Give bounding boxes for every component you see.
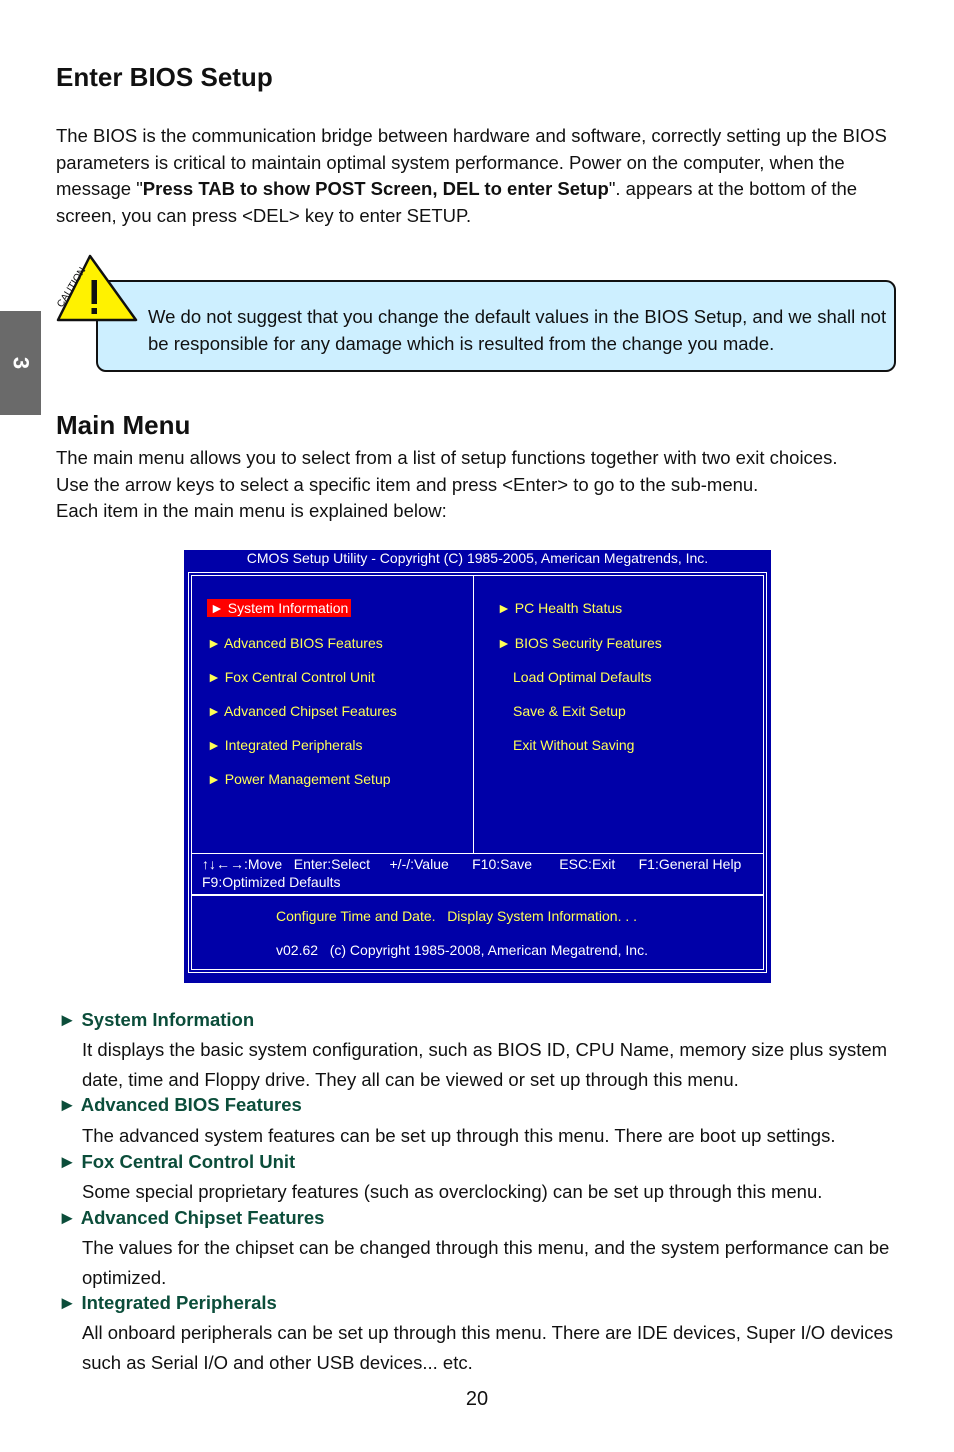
- section-body-system-information: It displays the basic system configuration, such as BIOS ID, CPU Name, memory size plus system date, time and Floppy drive. They all can be viewed or set up through this menu.: [82, 1039, 888, 1090]
- section-body-advanced-bios-features: The advanced system features can be set up through this menu. There are boot up settings.: [82, 1125, 836, 1146]
- bios-item-power-management-setup[interactable]: ► Power Management Setup: [207, 771, 391, 787]
- bios-item-exit-without-saving[interactable]: Exit Without Saving: [513, 737, 635, 753]
- page-number: 20: [465, 1388, 489, 1410]
- bios-item-pc-health-status[interactable]: ► PC Health Status: [497, 600, 623, 616]
- main-menu-line: Use the arrow keys to select a specific item and press <Enter> to go to the sub-menu.: [56, 473, 759, 495]
- intro-text-1: The BIOS is the communication bridge between hardware and software, correctly setting up the BIOS parameters is critical to maintain optimal system performance. Power on the computer, when the message ": [56, 125, 887, 199]
- section-heading-integrated-peripherals: ► Integrated Peripherals: [58, 1292, 277, 1313]
- main-menu-title: Main Menu: [56, 410, 191, 440]
- bios-screenshot: [184, 550, 771, 983]
- intro-text-2: ". appears at the bottom of the screen, you can press <DEL> key to enter SETUP.: [56, 178, 858, 226]
- section-heading-system-information: ► System Information: [58, 1009, 255, 1030]
- bios-item-advanced-bios-features[interactable]: ► Advanced BIOS Features: [207, 635, 383, 651]
- section-body-fox-central-control-unit: Some special proprietary features (such as overclocking) can be set up through this menu.: [82, 1181, 823, 1202]
- bios-item-advanced-chipset-features[interactable]: ► Advanced Chipset Features: [207, 703, 397, 719]
- section-heading-fox-central-control-unit: ► Fox Central Control Unit: [58, 1151, 296, 1172]
- bios-help-keys-2: F9:Optimized Defaults: [202, 874, 341, 890]
- intro-bold-message: Press TAB to show POST Screen, DEL to enter Setup: [142, 178, 609, 199]
- bios-item-save-exit-setup[interactable]: Save & Exit Setup: [513, 703, 626, 719]
- main-menu-line: The main menu allows you to select from a list of setup functions together with two exit choices.: [56, 447, 838, 468]
- section-heading-advanced-chipset-features: ► Advanced Chipset Features: [58, 1207, 325, 1228]
- enter-bios-title: Enter BIOS Setup: [56, 62, 273, 92]
- bios-item-integrated-peripherals[interactable]: ► Integrated Peripherals: [207, 737, 363, 753]
- bios-item-bios-security-features[interactable]: ► BIOS Security Features: [497, 635, 662, 651]
- bios-item-fox-central-control-unit[interactable]: ► Fox Central Control Unit: [207, 669, 375, 685]
- section-body-integrated-peripherals: All onboard peripherals can be set up through this menu. There are IDE devices, Super I/O devices such as Serial I/O and other USB devices... etc.: [82, 1322, 894, 1373]
- chapter-number: 3: [8, 356, 34, 370]
- caution-text: We do not suggest that you change the default values in the BIOS Setup, and we shall not be responsible for any damage which is resulted from the change you made.: [148, 306, 887, 354]
- main-menu-line: Each item in the main menu is explained below:: [56, 500, 447, 521]
- bios-item-description: Configure Time and Date. Display System Information. . .: [276, 908, 638, 924]
- section-body-advanced-chipset-features: The values for the chipset can be changed through this menu, and the system performance can be optimized.: [82, 1237, 890, 1288]
- bios-header: CMOS Setup Utility - Copyright (C) 1985-2005, American Megatrends, Inc.: [246, 550, 709, 566]
- chapter-tab: [0, 311, 41, 415]
- bios-version: v02.62 (c) Copyright 1985-2008, American Megatrend, Inc.: [276, 942, 648, 958]
- main-menu-intro: [56, 445, 906, 525]
- section-heading-advanced-bios-features: ► Advanced BIOS Features: [58, 1094, 302, 1115]
- caution-warning-icon: [52, 252, 142, 324]
- caution-icon-label: CAUTION: [55, 265, 89, 310]
- bios-column-divider: [473, 575, 475, 854]
- enter-bios-paragraph: [56, 123, 906, 229]
- bios-help-keys: ↑↓←→:Move Enter:Select +/-/:Value F10:Save ESC:Exit F1:General Help: [202, 856, 742, 872]
- bios-item-system-information[interactable]: ► System Information: [207, 599, 351, 617]
- bios-item-load-optimal-defaults[interactable]: Load Optimal Defaults: [513, 669, 652, 685]
